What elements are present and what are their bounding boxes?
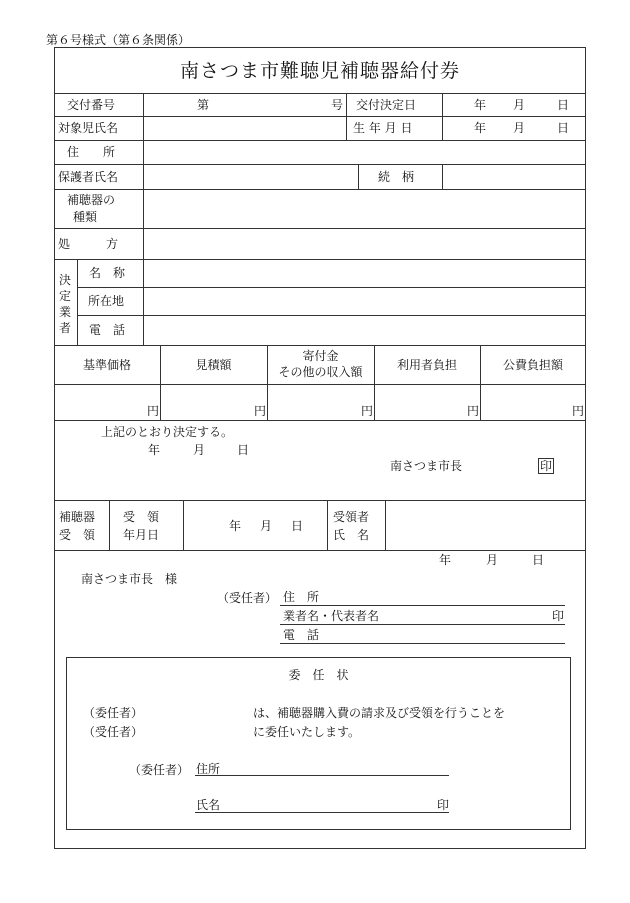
rule bbox=[54, 384, 586, 385]
rule bbox=[54, 420, 586, 421]
cost-header-base-price: 基準価格 bbox=[82, 358, 131, 372]
delegator-seal: 印 bbox=[437, 798, 450, 812]
vendor-group-char: 定 bbox=[59, 289, 72, 303]
mayor-label: 南さつま市長 bbox=[390, 459, 463, 473]
receipt-month: 月 bbox=[260, 519, 273, 533]
rule bbox=[54, 259, 586, 260]
issue-number-label: 交付番号 bbox=[67, 98, 116, 112]
form-title: 南さつま市難聴児補聴器給付券 bbox=[179, 60, 460, 82]
yen-unit: 円 bbox=[467, 404, 480, 418]
device-type-label-2: 種類 bbox=[73, 210, 98, 224]
vendor-location-label: 所在地 bbox=[88, 294, 125, 308]
yen-unit: 円 bbox=[572, 404, 585, 418]
birth-date-month: 月 bbox=[513, 121, 526, 135]
birth-date-year: 年 bbox=[474, 121, 487, 135]
rule bbox=[54, 228, 586, 229]
receipt-label: 補聴器 bbox=[59, 510, 96, 524]
rule bbox=[77, 259, 78, 345]
vendor-name-label: 名 称 bbox=[89, 266, 126, 280]
rule bbox=[77, 315, 586, 316]
rule bbox=[160, 345, 161, 420]
delegator-name-label: 氏名 bbox=[196, 798, 221, 812]
rule bbox=[54, 116, 586, 117]
device-type-label: 補聴器の bbox=[67, 193, 116, 207]
receipt-date-label: 受 領 bbox=[123, 510, 160, 524]
receiver-label: 受領者 bbox=[333, 510, 370, 524]
receipt-date-label-2: 年月日 bbox=[123, 528, 160, 542]
relationship-label: 続 柄 bbox=[378, 170, 415, 184]
agent-address-label: 住 所 bbox=[283, 590, 320, 604]
agent-phone-line bbox=[280, 628, 565, 644]
agent-label: （受任者） bbox=[217, 591, 278, 605]
cost-header-donation: 寄付金 bbox=[302, 349, 339, 363]
rule bbox=[183, 500, 184, 550]
agent-date-day: 日 bbox=[532, 553, 545, 567]
address-label: 住 所 bbox=[67, 145, 116, 159]
decision-year: 年 bbox=[148, 443, 161, 457]
rule bbox=[54, 189, 586, 190]
birth-date-day: 日 bbox=[557, 121, 570, 135]
delegator-address-line bbox=[195, 760, 449, 776]
rule bbox=[54, 140, 586, 141]
cost-header-other-income: その他の収入額 bbox=[278, 365, 363, 379]
prescription-label: 処 方 bbox=[58, 237, 119, 251]
issue-date-day: 日 bbox=[557, 98, 570, 112]
decision-text: 上記のとおり決定する。 bbox=[101, 425, 234, 439]
agent-phone-label: 電 話 bbox=[283, 628, 320, 642]
rule bbox=[54, 345, 586, 346]
decision-day: 日 bbox=[237, 443, 250, 457]
vendor-group-label bbox=[59, 272, 71, 336]
cost-header-estimate: 見積額 bbox=[195, 358, 232, 372]
mayor-seal: 印 bbox=[540, 459, 553, 473]
addressee: 南さつま市長 様 bbox=[81, 572, 178, 586]
rule bbox=[54, 93, 586, 94]
rule bbox=[442, 164, 443, 189]
vendor-group-char: 者 bbox=[59, 321, 72, 335]
agent-address-line bbox=[280, 590, 565, 606]
rule bbox=[54, 164, 586, 165]
rule bbox=[442, 93, 443, 140]
decision-month: 月 bbox=[193, 443, 206, 457]
agent-seal: 印 bbox=[552, 609, 565, 623]
receiver-label-2: 氏 名 bbox=[333, 528, 370, 542]
agent-date-month: 月 bbox=[486, 553, 499, 567]
rule bbox=[346, 93, 347, 140]
delegation-sig-label: （委任者） bbox=[129, 763, 190, 777]
delegation-text-2: に委任いたします。 bbox=[253, 725, 361, 739]
agent-company-label: 業者名・代表者名 bbox=[283, 609, 380, 623]
rule bbox=[54, 500, 586, 501]
rule bbox=[143, 93, 144, 259]
delegation-text-1: は、補聴器購入費の請求及び受領を行うことを bbox=[253, 706, 506, 720]
yen-unit: 円 bbox=[147, 404, 160, 418]
rule bbox=[54, 550, 586, 551]
delegator-label: （委任者） bbox=[83, 706, 144, 720]
birth-date-label: 生 年 月 日 bbox=[353, 121, 413, 135]
cost-header-user-burden: 利用者負担 bbox=[396, 358, 457, 372]
form-number-label: 第６号様式（第６条関係） bbox=[46, 33, 191, 47]
vendor-group-char: 決 bbox=[59, 273, 72, 287]
issue-date-year: 年 bbox=[474, 98, 487, 112]
vendor-phone-label: 電 話 bbox=[89, 323, 126, 337]
rule bbox=[385, 500, 386, 550]
rule bbox=[374, 345, 375, 420]
child-name-label: 対象児氏名 bbox=[58, 121, 119, 135]
receipt-year: 年 bbox=[229, 519, 242, 533]
receipt-day: 日 bbox=[291, 519, 304, 533]
receipt-label-2: 受 領 bbox=[59, 528, 96, 542]
delegation-title: 委 任 状 bbox=[288, 668, 349, 682]
yen-unit: 円 bbox=[254, 404, 267, 418]
rule bbox=[480, 345, 481, 420]
cost-header-public-burden: 公費負担額 bbox=[502, 358, 563, 372]
rule bbox=[358, 164, 359, 189]
issue-number-prefix: 第 bbox=[197, 98, 210, 112]
yen-unit: 円 bbox=[361, 404, 374, 418]
rule bbox=[109, 500, 110, 550]
vendor-group-char: 業 bbox=[59, 305, 72, 319]
delegation-agent-label: （受任者） bbox=[83, 725, 144, 739]
issue-date-label: 交付決定日 bbox=[356, 98, 417, 112]
rule bbox=[327, 500, 328, 550]
agent-date-year: 年 bbox=[439, 553, 452, 567]
guardian-name-label: 保護者氏名 bbox=[58, 170, 119, 184]
rule bbox=[143, 259, 144, 345]
issue-number-suffix: 号 bbox=[331, 98, 344, 112]
delegator-name-line bbox=[195, 797, 449, 813]
agent-company-line bbox=[280, 609, 565, 625]
delegator-address-label: 住所 bbox=[196, 762, 221, 776]
rule bbox=[77, 287, 586, 288]
issue-date-month: 月 bbox=[513, 98, 526, 112]
